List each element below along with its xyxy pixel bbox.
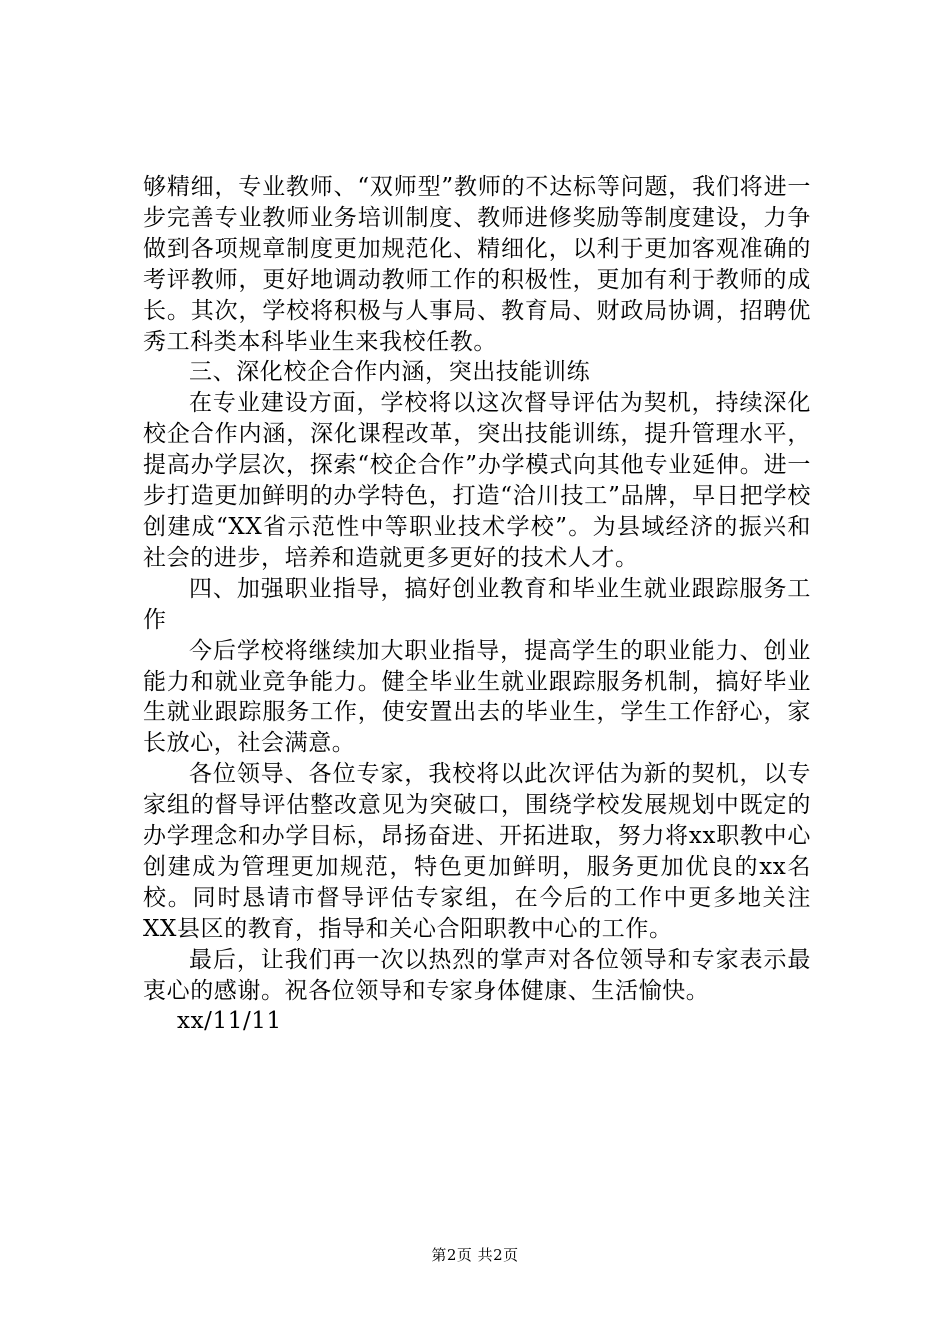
document-body <box>143 172 811 1037</box>
section-heading-4: 四、加强职业指导，搞好创业教育和毕业生就业跟踪服务工作 <box>143 575 811 633</box>
paragraph-address-to-experts: 各位领导、各位专家，我校将以此次评估为新的契机，以专家组的督导评估整改意见为突破口，围绕学校发展规划中既定的办学理念和办学目标，昂扬奋进、开拓进取，努力将xx职教中心创建成为管理更加规范，特色更加鲜明，服务更加优良的xx名校。同时恳请市督导评估专家组，在今后的工作中更多地关注XX县区的教育，指导和关心合阳职教中心的工作。 <box>143 761 811 942</box>
page-footer <box>0 1244 950 1265</box>
document-date: xx/11/11 <box>177 1008 282 1035</box>
section-heading-3: 三、深化校企合作内涵，突出技能训练 <box>189 359 591 386</box>
paragraph-professional-construction: 在专业建设方面，学校将以这次督导评估为契机，持续深化校企合作内涵，深化课程改革，突出技能训练，提升管理水平，提高办学层次，探索“校企合作”办学模式向其他专业延伸。进一步打造更加鲜明的办学特色，打造“洽川技工”品牌，早日把学校创建成“XX省示范性中等职业技术学校”。为县域经济的振兴和社会的进步，培养和造就更多更好的技术人才。 <box>143 390 811 571</box>
paragraph-continuation: 够精细，专业教师、“双师型”教师的不达标等问题，我们将进一步完善专业教师业务培训制度、教师进修奖励等制度建设，力争做到各项规章制度更加规范化、精细化，以利于更加客观准确的考评教师，更好地调动教师工作的积极性，更加有利于教师的成长。其次，学校将积极与人事局、教育局、财政局协调，招聘优秀工科类本科毕业生来我校任教。 <box>143 174 811 355</box>
paragraph-career-guidance: 今后学校将继续加大职业指导，提高学生的职业能力、创业能力和就业竞争能力。健全毕业生就业跟踪服务机制，搞好毕业生就业跟踪服务工作，使安置出去的毕业生，学生工作舒心，家长放心，社会满意。 <box>143 637 811 757</box>
page-number-label: 第2页 共2页 <box>431 1246 519 1264</box>
paragraph-closing-thanks: 最后，让我们再一次以热烈的掌声对各位领导和专家表示最衷心的感谢。祝各位领导和专家身体健康、生活愉快。 <box>143 946 811 1004</box>
